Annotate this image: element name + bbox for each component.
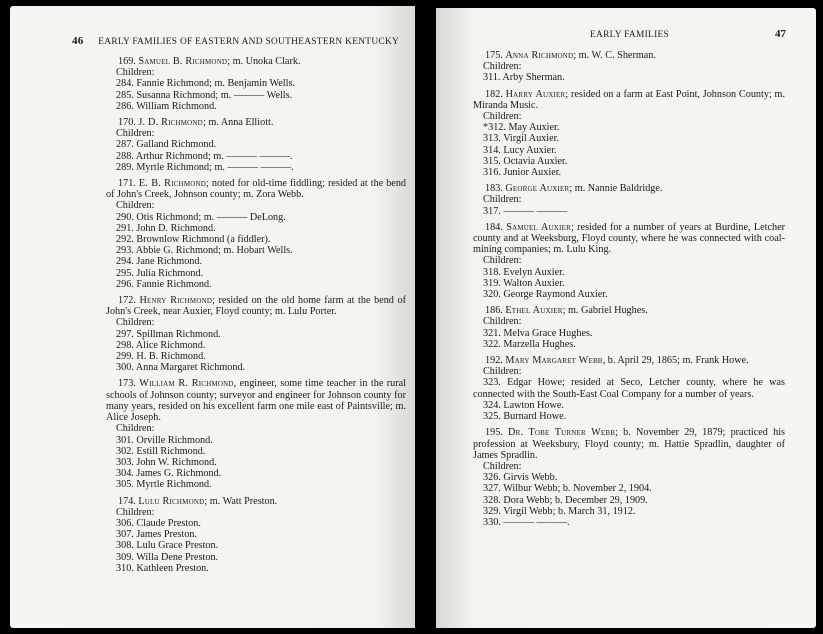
child-item: 329. Virgil Webb; b. March 31, 1912. [483, 505, 636, 517]
entry-details: ; b. November 29, 1879; practiced his profession at Weeksbury, Floyd county; m. Hattie Spradlin, daughter of James Spradlin. [473, 427, 786, 461]
child-item: 301. Orville Richmond. [116, 434, 213, 446]
children-list [106, 317, 406, 373]
left-running-head-title: EARLY FAMILIES OF EASTERN AND SOUTHEASTERN KENTUCKY [98, 37, 400, 47]
entry-name: Samuel Auxier [506, 221, 571, 233]
child-item: 319. Walton Auxier. [483, 277, 565, 289]
genealogy-entry [106, 56, 406, 112]
entry-details: ; m. Unoka Clark. [227, 56, 301, 67]
children-list [473, 366, 785, 422]
entry-name: Lulu Richmond [138, 495, 205, 507]
right-running-head-title: EARLY FAMILIES [590, 30, 670, 40]
child-item: 302. Estill Richmond. [116, 445, 206, 457]
genealogy-entry [473, 222, 785, 300]
child-item: 316. Junior Auxier. [483, 167, 562, 179]
right-running-head [590, 30, 669, 40]
entry-details: , engineer, some time teacher in the rural schools of Johnson county; surveyor and engineer for Johnson county for many years, resided on his excellent farm one mile east of Paintsville; m. Alice Joseph. [106, 378, 407, 424]
child-item: 303. John W. Richmond. [116, 456, 217, 468]
child-item: 299. H. B. Richmond. [116, 351, 206, 363]
child-item: 326. Girvis Webb. [483, 472, 558, 484]
genealogy-entry [473, 50, 785, 84]
entry-paragraph [106, 56, 406, 67]
entry-name: E. B. Richmond [138, 178, 207, 190]
genealogy-entry [473, 183, 785, 217]
child-item: 323. Edgar Howe; resided at Seco, Letcher county, where he was connected with the South-East Coal Company for a number of years. [473, 377, 785, 400]
children-label: Children: [483, 460, 522, 472]
genealogy-entry [473, 89, 785, 179]
children-label: Children: [116, 128, 155, 140]
entry-paragraph [106, 496, 406, 507]
entry-paragraph [473, 183, 785, 194]
right-page [436, 8, 816, 628]
child-item: 315. Octavia Auxier. [483, 155, 568, 167]
entry-number: 170. [118, 117, 136, 129]
entry-paragraph [473, 427, 785, 461]
children-list [473, 61, 785, 83]
entry-details: ; m. Watt Preston. [204, 495, 278, 507]
entry-name: J. D. Richmond [138, 117, 203, 129]
genealogy-entry [473, 427, 785, 528]
entry-name: Henry Richmond [139, 295, 213, 307]
child-item: *312. May Auxier. [483, 122, 560, 134]
child-item: 291. John D. Richmond. [116, 222, 216, 234]
children-label: Children: [483, 316, 522, 328]
children-label: Children: [483, 255, 522, 267]
entry-paragraph [473, 89, 785, 111]
children-label: Children: [116, 506, 155, 518]
entry-paragraph [106, 117, 406, 128]
children-list [473, 194, 785, 216]
left-running-head [72, 35, 399, 47]
entry-number: 169. [118, 56, 136, 67]
child-item: 289. Myrtle Richmond; m. ——— ———. [116, 161, 294, 173]
entry-name: George Auxier [505, 183, 570, 195]
child-item: 320. George Raymond Auxier. [483, 289, 608, 301]
child-item: 317. ——— ——— [483, 205, 568, 217]
entry-number: 172. [118, 295, 136, 307]
child-item: 308. Lulu Grace Preston. [116, 540, 219, 552]
child-item: 325. Burnard Howe. [483, 411, 567, 423]
children-list [106, 128, 406, 173]
child-item: 292. Brownlow Richmond (a fiddler). [116, 234, 271, 246]
children-list [473, 111, 785, 178]
entry-name: Anna Richmond [505, 50, 574, 61]
child-item: 287. Galland Richmond. [116, 139, 217, 151]
child-item: 295. Julia Richmond. [116, 267, 204, 279]
child-item: 322. Marzella Hughes. [483, 338, 576, 350]
child-item: 284. Fannie Richmond; m. Benjamin Wells. [116, 78, 295, 90]
entry-name: William R. Richmond [139, 378, 234, 390]
entry-paragraph [106, 295, 406, 317]
child-item: 328. Dora Webb; b. December 29, 1909. [483, 494, 648, 506]
child-item: 314. Lucy Auxier. [483, 144, 557, 156]
right-page-content [473, 50, 785, 533]
child-item: 288. Arthur Richmond; m. ——— ———. [116, 150, 293, 162]
child-item: 324. Lawton Howe. [483, 399, 564, 411]
children-list [473, 255, 785, 300]
child-item: 305. Myrtle Richmond. [116, 479, 212, 491]
entry-number: 192. [485, 355, 503, 367]
left-page [10, 6, 415, 628]
entry-details: ; resided on the old home farm at the bend of John's Creek, near Auxier, Floyd county; m. Lulu Porter. [106, 295, 406, 318]
child-item: 318. Evelyn Auxier. [483, 266, 565, 278]
right-page-number: 47 [775, 28, 786, 40]
children-label: Children: [116, 67, 155, 79]
entry-paragraph [106, 378, 406, 423]
entry-paragraph [473, 355, 785, 366]
entry-number: 183. [485, 183, 503, 195]
children-label: Children: [483, 61, 522, 73]
entry-paragraph [473, 50, 785, 61]
child-item: 290. Otis Richmond; m. ——— DeLong. [116, 211, 286, 223]
children-label: Children: [116, 200, 155, 212]
child-item: 304. James G. Richmond. [116, 468, 222, 480]
child-item: 330. ——— ———. [483, 516, 570, 528]
entry-name: Dr. Tobe Turner Webb [508, 427, 616, 439]
child-item: 297. Spillman Richmond. [116, 328, 221, 340]
entry-paragraph [473, 222, 785, 256]
child-item: 310. Kathleen Preston. [116, 562, 209, 574]
children-label: Children: [116, 317, 155, 329]
children-list [106, 507, 406, 574]
entry-name: Mary Margaret Webb [505, 355, 603, 367]
genealogy-entry [473, 355, 785, 422]
entry-paragraph [106, 178, 406, 200]
entry-number: 186. [485, 305, 503, 317]
entry-details: ; resided on a farm at East Point, Johnson County; m. Miranda Music. [473, 88, 786, 111]
entry-number: 174. [118, 495, 136, 507]
entry-details: ; noted for old-time fiddling; resided at the bend of John's Creek, Johnson county; m. Zora Webb. [106, 178, 407, 201]
entry-details: ; m. W. C. Sherman. [573, 50, 656, 61]
entry-details: ; m. Gabriel Hughes. [562, 305, 648, 317]
child-item: 293. Abbie G. Richmond; m. Hobart Wells. [116, 245, 293, 257]
entry-paragraph [473, 305, 785, 316]
entry-number: 171. [118, 178, 136, 190]
entry-number: 195. [485, 427, 503, 439]
entry-name: Ethel Auxier [505, 305, 563, 317]
entry-number: 175. [485, 50, 503, 61]
genealogy-entry [106, 295, 406, 373]
children-list [106, 67, 406, 112]
entry-details: ; m. Nannie Baldridge. [569, 183, 663, 195]
child-item: 286. William Richmond. [116, 100, 217, 112]
child-item: 294. Jane Richmond. [116, 256, 203, 268]
child-item: 327. Wilbur Webb; b. November 2, 1904. [483, 483, 652, 495]
child-item: 285. Susanna Richmond; m. ——— Wells. [116, 89, 293, 101]
child-item: 311. Arby Sherman. [483, 72, 565, 84]
children-label: Children: [483, 366, 522, 378]
entry-number: 184. [485, 221, 503, 233]
children-label: Children: [483, 111, 522, 123]
child-item: 296. Fannie Richmond. [116, 278, 212, 290]
left-page-number: 46 [72, 35, 84, 47]
children-list [473, 316, 785, 350]
entry-number: 182. [485, 88, 503, 100]
child-item: 313. Virgil Auxier. [483, 133, 559, 145]
genealogy-entry [106, 496, 406, 574]
children-list [106, 423, 406, 490]
entry-name: Samuel B. Richmond [138, 56, 228, 67]
genealogy-entry [106, 117, 406, 173]
genealogy-entry [473, 305, 785, 350]
children-label: Children: [116, 423, 155, 435]
entry-number: 173. [118, 378, 136, 390]
child-item: 321. Melva Grace Hughes. [483, 327, 593, 339]
children-list [106, 200, 406, 290]
genealogy-entry [106, 378, 406, 490]
child-item: 300. Anna Margaret Richmond. [116, 362, 246, 374]
left-page-content [106, 56, 406, 579]
children-label: Children: [483, 194, 522, 206]
genealogy-entry [106, 178, 406, 290]
child-item: 306. Claude Preston. [116, 517, 201, 529]
entry-name: Harry Auxier [505, 88, 566, 100]
child-item: 298. Alice Richmond. [116, 339, 206, 351]
entry-details: ; resided for a number of years at Burdine, Letcher county and at Weeksburg, Floyd county, where he was connected with coal-mining companies; m. Lulu King. [473, 221, 786, 256]
children-list [473, 461, 785, 528]
child-item: 309. Willa Dene Preston. [116, 551, 219, 563]
child-item: 307. James Preston. [116, 529, 197, 541]
entry-details: , b. April 29, 1865; m. Frank Howe. [602, 355, 749, 367]
entry-details: ; m. Anna Elliott. [202, 117, 274, 129]
